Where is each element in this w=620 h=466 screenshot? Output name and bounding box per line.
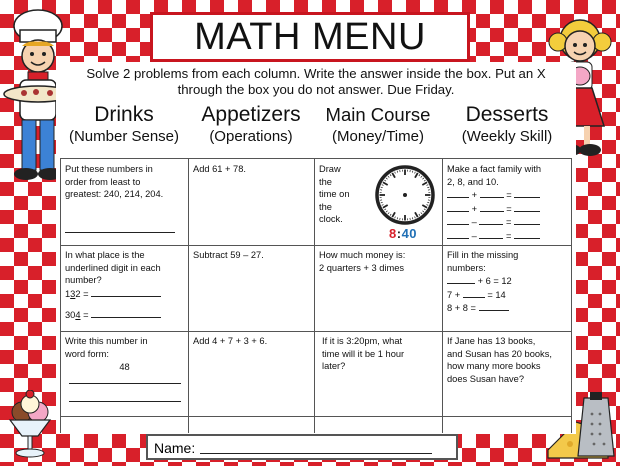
problem-text: Add 61 + 78. xyxy=(193,164,246,174)
problem-text: how many more books xyxy=(447,361,541,371)
cell-main-2[interactable] xyxy=(315,246,442,331)
fact-family-row: + = xyxy=(447,202,567,216)
cell-appetizers-2[interactable] xyxy=(189,246,314,331)
column-title: Main Course xyxy=(325,104,431,125)
problem-text: numbers: xyxy=(447,262,486,273)
clock-face[interactable] xyxy=(374,164,436,226)
number-to-write: 48 xyxy=(119,362,130,372)
problem-text: order from least to xyxy=(65,176,141,187)
problem-text: Make a fact family with xyxy=(447,164,542,174)
problem-text: does Susan have? xyxy=(447,373,525,384)
problem-text: Add 4 + 7 + 3 + 6. xyxy=(193,336,268,346)
fact-family-row: + = xyxy=(447,188,567,202)
clock-colon: : xyxy=(396,226,402,241)
column-subtitle: (Money/Time) xyxy=(332,128,424,145)
problem-text: clock. xyxy=(319,214,343,224)
clock-time-label xyxy=(389,228,417,241)
column-header-main-course xyxy=(314,102,442,156)
answer-line xyxy=(69,382,181,384)
missing-number-item: 7 + = 14 xyxy=(447,289,506,300)
cell-main-3[interactable] xyxy=(315,332,442,416)
cell-desserts-3[interactable] xyxy=(443,332,571,416)
place-value-item: 304 = xyxy=(65,308,184,322)
problem-text: Subtract 59 – 27. xyxy=(193,250,264,260)
column-header-appetizers xyxy=(188,102,314,156)
name-field[interactable] xyxy=(146,434,458,460)
cell-main-1[interactable] xyxy=(315,160,442,245)
problem-text: word form: xyxy=(65,348,109,359)
cell-drinks-1[interactable] xyxy=(61,160,188,245)
place-value-item: 132 = xyxy=(65,287,184,301)
column-title: Drinks xyxy=(94,103,154,126)
problem-text: If it is 3:20pm, what xyxy=(322,336,403,346)
cell-appetizers-3[interactable] xyxy=(189,332,314,416)
title-text: MATH MENU xyxy=(194,15,426,58)
problem-text: Fill in the missing xyxy=(447,250,519,260)
missing-number-item: 8 + 8 = xyxy=(447,301,567,315)
grid-line xyxy=(60,416,572,417)
menu-grid xyxy=(60,102,572,432)
column-header-desserts xyxy=(442,102,572,156)
column-subtitle: (Operations) xyxy=(209,128,293,145)
problem-text: In what place is the xyxy=(65,250,145,260)
instructions xyxy=(56,66,576,98)
problem-text: underlined digit in each xyxy=(65,262,161,273)
cell-drinks-3[interactable] xyxy=(61,332,188,416)
problem-text: If Jane has 13 books, xyxy=(447,336,536,346)
problem-text: How much money is: xyxy=(319,250,406,260)
fact-family-row: – = xyxy=(447,215,567,229)
instructions-line-2: through the box you do not answer. Due Friday. xyxy=(177,82,455,97)
grid-line xyxy=(571,159,572,433)
page-title xyxy=(150,12,470,62)
problem-table xyxy=(60,158,572,433)
problem-text: 2, 8, and 10. xyxy=(447,176,499,187)
problem-text: time will it be 1 hour xyxy=(322,348,405,359)
problem-text: number? xyxy=(65,275,102,285)
menu-content xyxy=(56,62,576,434)
answer-line xyxy=(65,231,175,233)
name-line xyxy=(200,453,432,454)
problem-text: the xyxy=(319,176,332,187)
cell-desserts-2[interactable] xyxy=(443,246,571,331)
answer-line xyxy=(69,400,181,402)
column-subtitle: (Weekly Skill) xyxy=(461,128,553,145)
cell-appetizers-1[interactable] xyxy=(189,160,314,245)
name-label: Name: xyxy=(154,440,196,456)
ice-cream-sundae-clipart xyxy=(4,390,58,462)
problem-text: time on xyxy=(319,189,350,199)
column-subtitle: (Number Sense) xyxy=(68,128,180,145)
instructions-line-1: Solve 2 problems from each column. Write the answer inside the box. Put an X xyxy=(86,66,546,81)
problem-text: and Susan has 20 books, xyxy=(447,348,552,359)
column-title: Appetizers xyxy=(201,103,301,126)
problem-text: Draw xyxy=(319,164,341,174)
cell-drinks-2[interactable] xyxy=(61,246,188,331)
fact-family-row: – = xyxy=(447,229,567,243)
column-title: Desserts xyxy=(465,103,549,126)
cell-desserts-1[interactable] xyxy=(443,160,571,245)
column-header-drinks xyxy=(60,102,188,156)
problem-text: Write this number in xyxy=(65,336,148,346)
clock-hour: 8 xyxy=(389,226,397,241)
problem-text: greatest: 240, 214, 204. xyxy=(65,189,164,199)
problem-text: later? xyxy=(322,361,346,371)
problem-text: the xyxy=(319,201,332,212)
missing-number-item: + 6 = 12 xyxy=(447,274,567,288)
problem-text: Put these numbers in xyxy=(65,164,153,174)
clock-minutes: 40 xyxy=(401,226,418,241)
problem-text: 2 quarters + 3 dimes xyxy=(319,262,405,273)
